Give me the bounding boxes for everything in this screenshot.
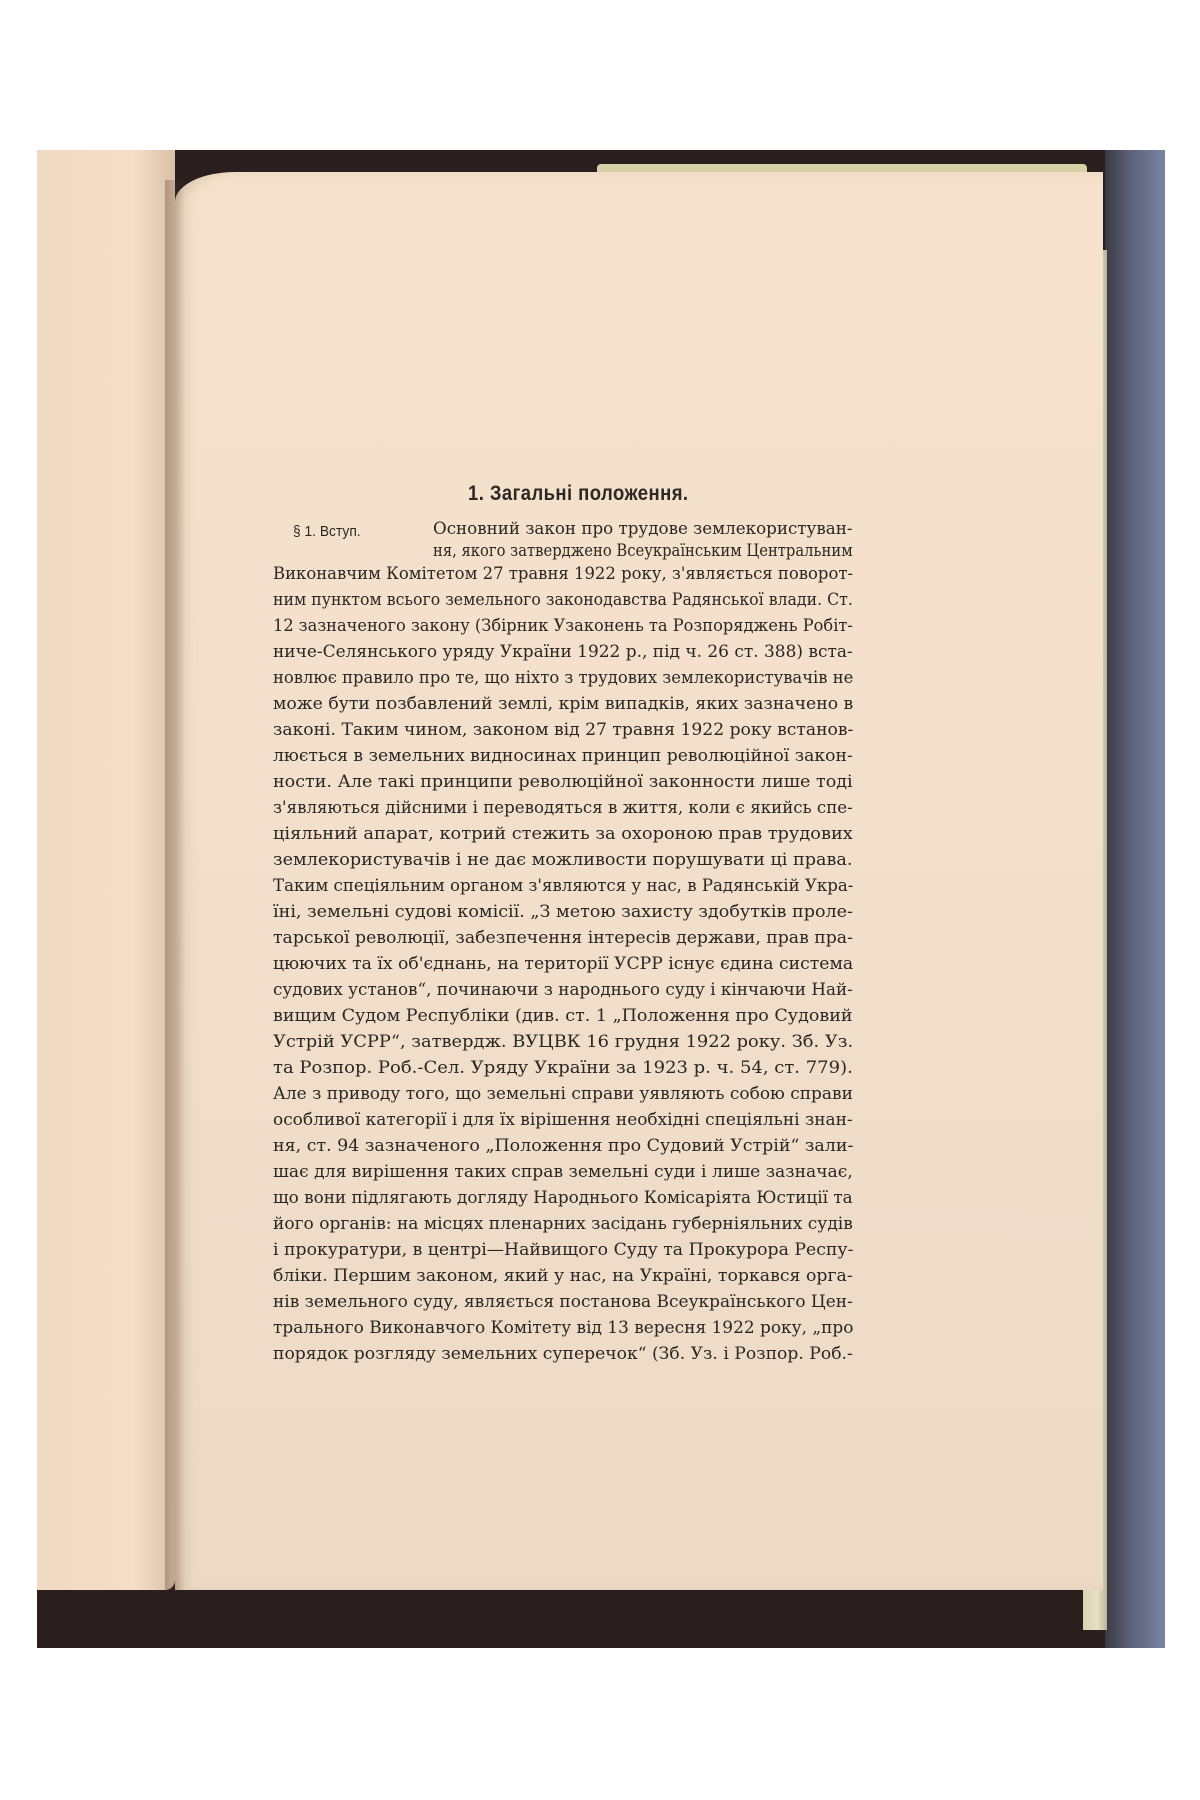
text-line: ности. Але такі принципи революційної законности лише тоді (273, 772, 853, 791)
text-line: бліки. Першим законом, який у нас, на Україні, торкався орга- (273, 1266, 853, 1285)
text-line: цюючих та їх об'єднань, на території УСРР існує єдина система (273, 954, 854, 973)
text-line: ня, ст. 94 зазначеного „Положення про Судовий Устрій“ зали- (273, 1136, 854, 1155)
left-page (37, 150, 175, 1590)
text-line: нів земельного суду, являється постанова Всеукраїнського Цен- (273, 1292, 853, 1311)
text-line: судових установ“, починаючи з народнього суду і кінчаючи Най- (273, 980, 853, 999)
text-line: вищим Судом Республіки (див. ст. 1 „Положення про Судовий (273, 1006, 853, 1025)
text-line: з'являються дійсними і переводяться в життя, коли є якийсь спе- (273, 798, 853, 817)
text-line: що вони підлягають догляду Народнього Комісаріята Юстиції та (273, 1188, 853, 1207)
book-cover-edge (1105, 150, 1165, 1648)
text-line: 12 зазначеного закону (Збірник Узаконень та Розпоряджень Робіт- (273, 616, 853, 635)
text-line: Устрій УСРР“, затвердж. ВУЦВК 16 грудня 1922 року. Зб. Уз. (273, 1032, 854, 1051)
text-line: землекористувачів і не дає можливости порушувати ці права. (273, 850, 853, 869)
text-line: Виконавчим Комітетом 27 травня 1922 року, з'являється поворот- (273, 564, 854, 583)
text-line: законі. Таким чином, законом від 27 травня 1922 року встанов- (273, 720, 854, 739)
chapter-title: 1. Загальні положення. (468, 482, 689, 505)
text-line: ня, якого затверджено Всеукраїнським Центральним (433, 541, 853, 560)
text-line: тарської революції, забезпечення інтересів держави, прав пра- (273, 928, 853, 947)
text-line: може бути позбавлений землі, крім випадків, яких зазначено в (273, 694, 854, 713)
text-line: шає для вирішення таких справ земельні суди і лише зазначає, (273, 1162, 853, 1181)
text-line: люється в земельних видносинах принцип революційної закон- (273, 746, 853, 765)
book-photo (37, 150, 1165, 1648)
text-line: ціяльний апарат, котрий стежить за охороною прав трудових (273, 824, 853, 843)
text-line: їні, земельні судові комісії. „З метою захисту здобутків проле- (273, 902, 853, 921)
gutter-shadow (165, 180, 185, 1590)
text-line: його органів: на місцях пленарних засідань губерніяльних судів (273, 1214, 853, 1233)
text-line: новлює правило про те, що ніхто з трудових землекористувачів не (273, 668, 854, 687)
text-line: порядок розгляду земельних суперечок“ (Зб. Уз. і Розпор. Роб.- (273, 1344, 853, 1363)
text-line: особливої категорії і для їх вірішення необхідні спеціяльні знан- (273, 1110, 853, 1129)
section-label: § 1. Вступ. (293, 523, 361, 540)
text-line: Таким спеціяльним органом з'являются у нас, в Радянській Укра- (273, 876, 854, 895)
text-line: Основний закон про трудове землекористуван- (433, 519, 853, 538)
text-line: і прокуратури, в центрі—Найвищого Суду та Прокурора Респу- (273, 1240, 854, 1259)
text-line: ним пунктом всього земельного законодавства Радянської влади. Ст. (273, 590, 853, 609)
text-line: та Розпор. Роб.-Сел. Уряду України за 1923 р. ч. 54, ст. 779). (273, 1058, 853, 1077)
text-line: трального Виконавчого Комітету від 13 вересня 1922 року, „про (273, 1318, 854, 1337)
text-line: Але з приводу того, що земельні справи уявляють собою справи (273, 1084, 853, 1103)
text-line: ниче-Селянського уряду України 1922 р., під ч. 26 ст. 388) вста- (273, 642, 853, 661)
